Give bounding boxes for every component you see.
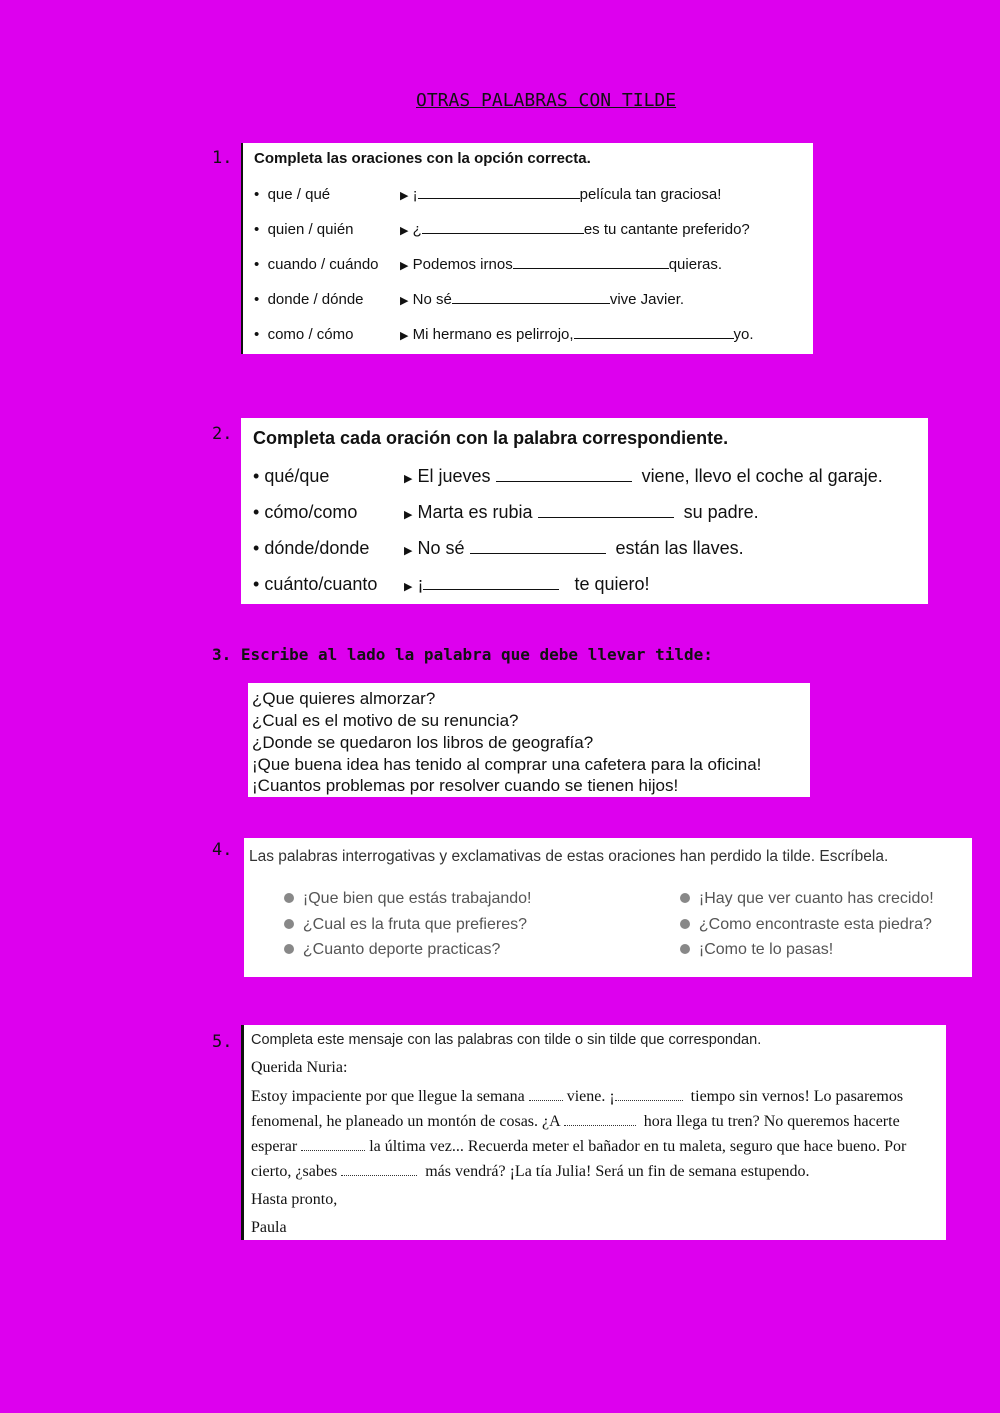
ex2-sentence-2: ▶ Marta es rubia su padre.	[404, 502, 759, 522]
ex5-line-3: esperar la última vez... Recuerda meter el bañador en tu maleta, seguro que hace bueno. Por	[251, 1138, 907, 1155]
exercise-1-box	[241, 143, 813, 354]
ex4-left-2: ¿Cual es la fruta que prefieres?	[284, 916, 527, 934]
exercise-5-instruction: Completa este mensaje con las palabras con tilde o sin tilde que correspondan.	[251, 1032, 762, 1048]
ex4-right-2: ¿Como encontraste esta piedra?	[680, 916, 932, 934]
ex1-option-4: • donde / dónde	[254, 291, 364, 308]
ex5-signature: Paula	[251, 1219, 287, 1236]
ex2-sentence-3: ▶ No sé están las llaves.	[404, 538, 744, 558]
ex5-blank-4[interactable]	[301, 1150, 365, 1151]
ex1-blank-4[interactable]	[452, 303, 610, 304]
exercise-3-box	[248, 683, 810, 797]
ex3-line-4: ¡Que buena idea has tenido al comprar una cafetera para la oficina!	[252, 755, 762, 774]
ex2-option-1: • qué/que	[253, 466, 330, 486]
ex1-option-3: • cuando / cuándo	[254, 256, 379, 273]
exercise-5-number: 5.	[212, 1032, 233, 1052]
ex5-blank-1[interactable]	[529, 1100, 563, 1101]
ex3-line-3: ¿Donde se quedaron los libros de geografía?	[252, 733, 594, 752]
ex2-blank-4[interactable]	[423, 589, 559, 590]
ex1-sentence-2: ▶ ¿ es tu cantante preferido?	[400, 221, 750, 238]
ex5-line-2: fenomenal, he planeado un montón de cosas. ¿A hora llega tu tren? No queremos hacerte	[251, 1113, 900, 1130]
bullet-icon	[284, 893, 294, 903]
exercise-2-number: 2.	[212, 424, 233, 444]
ex2-blank-2[interactable]	[538, 517, 674, 518]
ex2-sentence-1: ▶ El jueves viene, llevo el coche al garaje.	[404, 466, 883, 486]
ex1-blank-1[interactable]	[418, 198, 580, 199]
ex5-blank-5[interactable]	[341, 1175, 417, 1176]
exercise-3-header: 3. Escribe al lado la palabra que debe llevar tilde:	[212, 645, 713, 664]
ex3-line-5: ¡Cuantos problemas por resolver cuando se tienen hijos!	[252, 776, 679, 795]
ex2-option-3: • dónde/donde	[253, 538, 370, 558]
ex5-line-4: cierto, ¿sabes más vendrá? ¡La tía Julia! Será un fin de semana estupendo.	[251, 1163, 810, 1180]
ex1-sentence-1: ▶ ¡ película tan graciosa!	[400, 186, 722, 203]
page-title: OTRAS PALABRAS CON TILDE	[416, 90, 677, 111]
bullet-icon	[680, 944, 690, 954]
ex4-right-3: ¡Como te lo pasas!	[680, 941, 833, 959]
ex2-blank-1[interactable]	[496, 481, 632, 482]
bullet-icon	[284, 944, 294, 954]
ex5-closing: Hasta pronto,	[251, 1191, 338, 1208]
ex2-option-4: • cuánto/cuanto	[253, 574, 378, 594]
ex1-option-1: • que / qué	[254, 186, 331, 203]
ex5-greeting: Querida Nuria:	[251, 1059, 348, 1076]
ex3-line-2: ¿Cual es el motivo de su renuncia?	[252, 711, 519, 730]
ex5-line-1: Estoy impaciente por que llegue la semana viene. ¡ tiempo sin vernos! Lo pasaremos	[251, 1088, 904, 1105]
ex1-blank-2[interactable]	[422, 233, 584, 234]
bullet-icon	[680, 919, 690, 929]
ex5-blank-3[interactable]	[564, 1125, 636, 1126]
bullet-icon	[680, 893, 690, 903]
exercise-4-instruction: Las palabras interrogativas y exclamativas de estas oraciones han perdido la tilde. Escríbela.	[249, 848, 889, 865]
ex1-sentence-4: ▶ No sé vive Javier.	[400, 291, 685, 308]
ex4-left-1: ¡Que bien que estás trabajando!	[284, 890, 532, 908]
exercise-1-instruction: Completa las oraciones con la opción correcta.	[254, 150, 591, 167]
ex2-blank-3[interactable]	[470, 553, 606, 554]
ex5-blank-2[interactable]	[615, 1100, 683, 1101]
exercise-4-number: 4.	[212, 840, 233, 860]
exercise-2-box	[241, 418, 928, 604]
exercise-5-box	[241, 1025, 946, 1240]
ex1-blank-5[interactable]	[574, 338, 734, 339]
ex3-line-1: ¿Que quieres almorzar?	[252, 689, 436, 708]
ex4-left-3: ¿Cuanto deporte practicas?	[284, 941, 500, 959]
ex1-sentence-5: ▶ Mi hermano es pelirrojo, yo.	[400, 326, 754, 343]
ex2-sentence-4: ▶ ¡ te quiero!	[404, 574, 650, 594]
ex1-option-2: • quien / quién	[254, 221, 354, 238]
exercise-1-number: 1.	[212, 148, 233, 168]
exercise-4-box	[244, 838, 972, 977]
ex2-option-2: • cómo/como	[253, 502, 358, 522]
ex1-blank-3[interactable]	[513, 268, 669, 269]
ex4-right-1: ¡Hay que ver cuanto has crecido!	[680, 890, 934, 908]
ex1-option-5: • como / cómo	[254, 326, 354, 343]
bullet-icon	[284, 919, 294, 929]
ex1-sentence-3: ▶ Podemos irnos quieras.	[400, 256, 723, 273]
exercise-2-instruction: Completa cada oración con la palabra correspondiente.	[253, 428, 729, 448]
